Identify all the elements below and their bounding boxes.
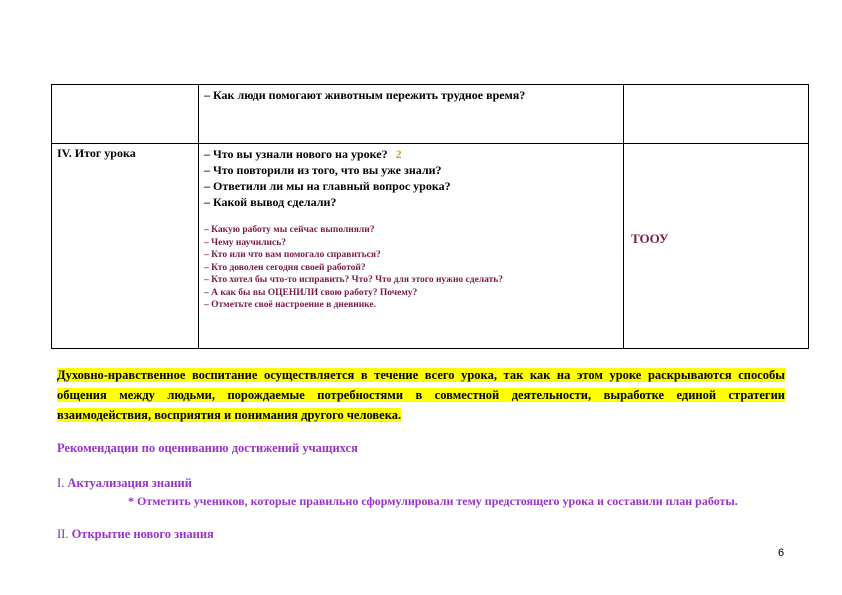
assessment-label: ТООУ [631, 231, 669, 246]
reflection-line: – А как бы вы ОЦЕНИЛИ свою работу? Почему? [204, 287, 418, 298]
highlighted-text: Духовно-нравственное воспитание осуществляется в течение всего урока, так как на этом уроке раскрываются способы общения между людьми, порождаемые потребностями в совместной деятельности, выработке единой стратегии взаимодействия, восприятия и понимания другого человека. [57, 368, 785, 422]
number-badge: 2 [395, 147, 402, 161]
activity-cell [199, 144, 624, 349]
reflection-questions [204, 224, 618, 312]
section-heading [57, 476, 192, 491]
reflection-line: – Отметьте своё настроение в дневнике. [204, 300, 376, 310]
assessment-cell [624, 144, 809, 349]
reflection-line: – Чему научились? [204, 237, 287, 248]
question-line: – Какой вывод сделали? [204, 195, 337, 209]
section-title: Актуализация знаний [67, 476, 192, 490]
education-paragraph [57, 365, 785, 425]
section-numeral: I. [57, 476, 65, 490]
question-line: – Ответили ли мы на главный вопрос урока? [204, 179, 451, 193]
reflection-line: – Кто или что вам помогало справиться? [204, 250, 381, 260]
lesson-table [51, 84, 809, 349]
section-numeral: II. [57, 527, 69, 541]
table-row [52, 144, 809, 349]
recommendations-title: Рекомендации по оцениванию достижений учащихся [57, 441, 358, 455]
activity-cell [199, 85, 624, 144]
bullet-note: * Отметить учеников, которые правильно сформулировали тему предстоящего урока и составили план работы. [128, 494, 738, 508]
section-heading [57, 527, 214, 542]
stage-cell: IV. Итог урока [52, 144, 199, 349]
reflection-line: – Кто доволен сегодня своей работой? [204, 262, 366, 273]
question-line: – Что вы узнали нового на уроке? 2 [204, 147, 402, 161]
table-row [52, 85, 809, 144]
question-line: – Как люди помогают животным пережить трудное время? [204, 88, 526, 102]
question-line: – Что повторили из того, что вы уже знали? [204, 163, 442, 177]
reflection-line: – Кто хотел бы что-то исправить? Что? Что для этого нужно сделать? [204, 275, 504, 285]
stage-cell [52, 85, 199, 144]
assessment-cell [624, 85, 809, 144]
page-number: 6 [778, 547, 785, 559]
reflection-line: – Какую работу мы сейчас выполняли? [204, 225, 375, 235]
section-title: Открытие нового знания [71, 527, 214, 541]
